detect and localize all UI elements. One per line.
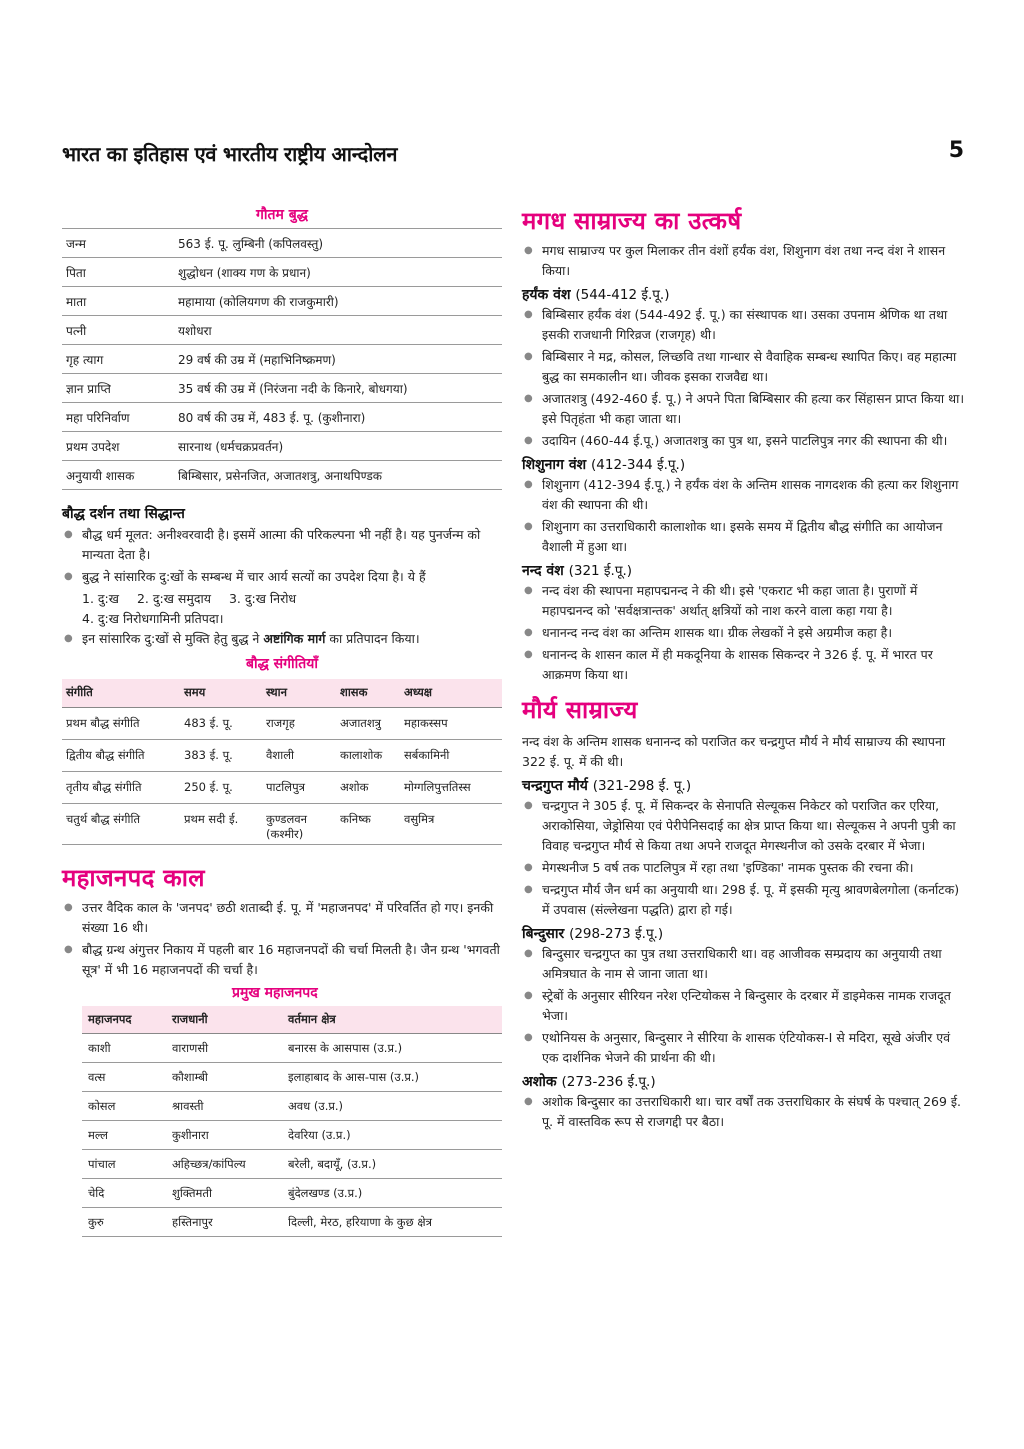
dynasty-years: (321 ई.पू.) — [568, 563, 633, 579]
row-value: शुद्धोधन (शाक्य गण के प्रधान) — [174, 258, 502, 287]
table-row — [62, 707, 502, 739]
table-row — [62, 432, 502, 461]
list-item: ● अशोक बिन्दुसार का उत्तराधिकारी था। चार वर्षों तक उत्तराधिकार के संघर्ष के पश्चात् 269 ई. पू. में वास्तविक रूप से राजगद्दी पर बैठा। — [522, 1092, 966, 1132]
row-key: ज्ञान प्राप्ति — [62, 374, 174, 403]
table-cell: सर्बकामिनी — [400, 739, 502, 771]
dynasty-name: बिन्दुसार — [522, 926, 565, 942]
table-cell: हस्तिनापुर — [166, 1208, 282, 1237]
column-header: अध्यक्ष — [400, 679, 502, 707]
table-header-row — [82, 1006, 502, 1034]
haryanka-heading — [522, 285, 966, 304]
table-cell: चतुर्थ बौद्ध संगीति — [62, 803, 180, 844]
councils-caption: बौद्ध संगीतियाँ — [245, 656, 318, 672]
table-row — [62, 287, 502, 316]
list-item: ● एथोनियस के अनुसार, बिन्दुसार ने सीरिया के शासक एंटियोकस-I से मदिरा, सूखे अंजीर एवं एक दार्शनिक भेजने की प्रार्थना की थी। — [522, 1028, 966, 1068]
list-item: ● बौद्ध ग्रन्थ अंगुत्तर निकाय में पहली बार 16 महाजनपदों की चर्चा मिलती है। जैन ग्रन्थ 'भगवती सूत्र' में भी 16 महाजनपदों की चर्चा है। — [62, 940, 502, 980]
row-key: जन्म — [62, 229, 174, 258]
mahajanapada-list — [62, 898, 502, 980]
magadh-list — [522, 241, 966, 281]
column-header: महाजनपद — [82, 1006, 166, 1034]
row-value: यशोधरा — [174, 316, 502, 345]
left-column — [62, 204, 502, 1237]
table-cell: 383 ई. पू. — [180, 739, 262, 771]
dynasty-years: (298-273 ई.पू.) — [569, 926, 664, 942]
table-cell: 250 ई. पू. — [180, 771, 262, 803]
table-row — [82, 1092, 502, 1121]
row-value: बिम्बिसार, प्रसेनजित, अजातशत्रु, अनाथपिण्डक — [174, 461, 502, 490]
row-key: प्रथम उपदेश — [62, 432, 174, 461]
list-item: ● शिशुनाग का उत्तराधिकारी कालाशोक था। इसके समय में द्वितीय बौद्ध संगीति का आयोजन वैशाली में हुआ था। — [522, 517, 966, 557]
table-cell: कुशीनारा — [166, 1121, 282, 1150]
table-cell: कुण्डलवन (कश्मीर) — [262, 803, 336, 844]
list-item: ● चन्द्रगुप्त ने 305 ई. पू. में सिकन्दर के सेनापति सेल्यूकस निकेटर को पराजित कर एरिया, अराकोसिया, जेड्रोसिया एवं पेरीपेनिसदाई का क्षेत्र प्राप्त किया था। सेल्यूकस ने अपनी पुत्री का विवाह चन्द्रगुप्त मौर्य से किया तथा अपने राजदूत मेगस्थनीज को उसके दरबार में भेजा। — [522, 796, 966, 856]
table-cell: शुक्तिमती — [166, 1179, 282, 1208]
table-cell: श्रावस्ती — [166, 1092, 282, 1121]
row-key: अनुयायी शासक — [62, 461, 174, 490]
philosophy-list-2 — [62, 629, 502, 649]
list-item: ● मगध साम्राज्य पर कुल मिलाकर तीन वंशों हर्यंक वंश, शिशुनाग वंश तथा नन्द वंश ने शासन किया। — [522, 241, 966, 281]
table-cell: अजातशत्रु — [336, 707, 400, 739]
column-header: स्थान — [262, 679, 336, 707]
eightfold-path: अष्टांगिक मार्ग — [263, 631, 326, 646]
ashoka-list — [522, 1092, 966, 1132]
buddha-table-caption: गौतम बुद्ध — [256, 207, 308, 223]
row-value: महामाया (कोलियगण की राजकुमारी) — [174, 287, 502, 316]
table-row — [82, 1063, 502, 1092]
four-noble-truths — [62, 589, 502, 629]
table-cell: पांचाल — [82, 1150, 166, 1179]
table-cell: कोसल — [82, 1092, 166, 1121]
table-row — [82, 1179, 502, 1208]
table-cell: वत्स — [82, 1063, 166, 1092]
table-row — [82, 1034, 502, 1063]
row-key: माता — [62, 287, 174, 316]
page-header — [62, 138, 964, 178]
table-cell: वैशाली — [262, 739, 336, 771]
table-row — [82, 1208, 502, 1237]
list-item: ● बिम्बिसार ने मद्र, कोसल, लिच्छवि तथा गान्धार से वैवाहिक सम्बन्ध स्थापित किए। वह महात्मा बुद्ध का समकालीन था। जीवक इसका राजवैद्य था। — [522, 347, 966, 387]
dynasty-years: (544-412 ई.पू.) — [575, 287, 670, 303]
column-header: संगीति — [62, 679, 180, 707]
shishunaga-heading — [522, 455, 966, 474]
table-cell: पाटलिपुत्र — [262, 771, 336, 803]
table-header-row — [62, 679, 502, 707]
table-row — [62, 403, 502, 432]
table-row — [62, 345, 502, 374]
councils-table — [62, 679, 502, 845]
dynasty-name: चन्द्रगुप्त मौर्य — [522, 778, 588, 794]
list-item: ● धनानन्द नन्द वंश का अन्तिम शासक था। ग्रीक लेखकों ने इसे अग्रमीज कहा है। — [522, 623, 966, 643]
list-item: ● मेगस्थनीज 5 वर्ष तक पाटलिपुत्र में रहा तथा 'इण्डिका' नामक पुस्तक की रचना की। — [522, 858, 966, 878]
list-item: ● शिशुनाग (412-394 ई.पू.) ने हर्यंक वंश के अन्तिम शासक नागदशक की हत्या कर शिशुनाग वंश की स्थापना की थी। — [522, 475, 966, 515]
list-item: ● नन्द वंश की स्थापना महापद्मनन्द ने की थी। इसे 'एकराट भी कहा जाता है। पुराणों में महापद्मनन्द को 'सर्वक्षत्रान्तक' अर्थात् क्षत्रियों को नाश करने वाला कहा गया है। — [522, 581, 966, 621]
list-item: ● स्ट्रेबों के अनुसार सीरियन नरेश एन्टियोकस ने बिन्दुसार के दरबार में डाइमेकस नामक राजदूत भेजा। — [522, 986, 966, 1026]
table-row — [62, 739, 502, 771]
chandragupta-heading — [522, 776, 966, 795]
table-cell: अशोक — [336, 771, 400, 803]
maurya-intro: नन्द वंश के अन्तिम शासक धनानन्द को पराजित कर चन्द्रगुप्त मौर्य ने मौर्य साम्राज्य की स्थापना 322 ई. पू. में की थी। — [522, 734, 946, 769]
row-value: 35 वर्ष की उम्र में (निरंजना नदी के किनारे, बोधगया) — [174, 374, 502, 403]
page-number: 5 — [948, 138, 964, 163]
dynasty-name: शिशुनाग वंश — [522, 457, 587, 473]
table-row — [82, 1150, 502, 1179]
dynasty-years: (273-236 ई.पू.) — [561, 1074, 656, 1090]
table-cell: कालाशोक — [336, 739, 400, 771]
maurya-title: मौर्य साम्राज्य — [522, 695, 638, 724]
table-cell: इलाहाबाद के आस-पास (उ.प्र.) — [282, 1063, 502, 1092]
list-item: ● चन्द्रगुप्त मौर्य जैन धर्म का अनुयायी था। 298 ई. पू. में इसकी मृत्यु श्रावणबेलगोला (कर्नाटक) में उपवास (संल्लेखना पद्धति) द्वारा हो गई। — [522, 880, 966, 920]
dynasty-name: हर्यंक वंश — [522, 287, 571, 303]
ashoka-heading — [522, 1072, 966, 1091]
row-value: 80 वर्ष की उम्र में, 483 ई. पू. (कुशीनारा) — [174, 403, 502, 432]
table-cell: कुरु — [82, 1208, 166, 1237]
table-cell: कौशाम्बी — [166, 1063, 282, 1092]
column-header: राजधानी — [166, 1006, 282, 1034]
table-cell: बुंदेलखण्ड (उ.प्र.) — [282, 1179, 502, 1208]
table-row — [62, 461, 502, 490]
column-header: समय — [180, 679, 262, 707]
row-key: पिता — [62, 258, 174, 287]
list-item — [62, 629, 502, 649]
shishunaga-list — [522, 475, 966, 557]
row-key: महा परिनिर्वाण — [62, 403, 174, 432]
philosophy-heading: बौद्ध दर्शन तथा सिद्धान्त — [62, 506, 185, 522]
table-cell: राजगृह — [262, 707, 336, 739]
table-row — [62, 374, 502, 403]
table-cell: 483 ई. पू. — [180, 707, 262, 739]
table-cell: बरेली, बदायूँ, (उ.प्र.) — [282, 1150, 502, 1179]
list-item-text: बुद्ध ने सांसारिक दु:खों के सम्बन्ध में चार आर्य सत्यों का उपदेश दिया है। ये हैं — [82, 569, 426, 584]
list-item — [62, 567, 502, 587]
bindusara-heading — [522, 924, 966, 943]
table-cell: मल्ल — [82, 1121, 166, 1150]
row-key: पत्नी — [62, 316, 174, 345]
row-key: गृह त्याग — [62, 345, 174, 374]
row-value: 563 ई. पू. लुम्बिनी (कपिलवस्तु) — [174, 229, 502, 258]
table-row — [82, 1121, 502, 1150]
dynasty-name: नन्द वंश — [522, 563, 564, 579]
table-row — [62, 258, 502, 287]
table-cell: देवरिया (उ.प्र.) — [282, 1121, 502, 1150]
list-item: ● धनानन्द के शासन काल में ही मकदूनिया के शासक सिकन्दर ने 326 ई. पू. में भारत पर आक्रमण किया था। — [522, 645, 966, 685]
list-item: ● बिम्बिसार हर्यंक वंश (544-492 ई. पू.) का संस्थापक था। उसका उपनाम श्रेणिक था तथा इसकी राजधानी गिरिव्रज (राजगृह) थी। — [522, 305, 966, 345]
nanda-heading — [522, 561, 966, 580]
table-cell: द्वितीय बौद्ध संगीति — [62, 739, 180, 771]
list-item: ● उत्तर वैदिक काल के 'जनपद' छठी शताब्दी ई. पू. में 'महाजनपद' में परिवर्तित हो गए। इनकी संख्या 16 थी। — [62, 898, 502, 938]
table-row — [62, 803, 502, 844]
table-row — [62, 771, 502, 803]
nanda-list — [522, 581, 966, 685]
philosophy-list — [62, 525, 502, 587]
bindusara-list — [522, 944, 966, 1068]
dynasty-years: (321-298 ई. पू.) — [592, 778, 692, 794]
table-cell: काशी — [82, 1034, 166, 1063]
mahajanapada-table-caption: प्रमुख महाजनपद — [232, 984, 318, 1001]
table-cell: कनिष्क — [336, 803, 400, 844]
table-cell: मोग्गलिपुत्ततिस्स — [400, 771, 502, 803]
table-cell: चेदि — [82, 1179, 166, 1208]
truth-item: 1. दु:ख — [82, 591, 119, 606]
list-item: ● बौद्ध धर्म मूलत: अनीश्वरवादी है। इसमें आत्मा की परिकल्पना भी नहीं है। यह पुनर्जन्म को मान्यता देता है। — [62, 525, 502, 565]
table-row — [62, 229, 502, 258]
truth-item: 2. दु:ख समुदाय — [136, 591, 211, 606]
table-cell: दिल्ली, मेरठ, हरियाणा के कुछ क्षेत्र — [282, 1208, 502, 1237]
book-title: भारत का इतिहास एवं भारतीय राष्ट्रीय आन्दोलन — [62, 142, 398, 166]
truth-item: 3. दु:ख निरोध — [228, 591, 297, 606]
mahajanapada-title: महाजनपद काल — [62, 862, 205, 892]
dynasty-years: (412-344 ई.पू.) — [591, 457, 686, 473]
table-cell: तृतीय बौद्ध संगीति — [62, 771, 180, 803]
table-cell: अवध (उ.प्र.) — [282, 1092, 502, 1121]
dynasty-name: अशोक — [522, 1074, 557, 1090]
list-item: ● अजातशत्रु (492-460 ई. पू.) ने अपने पिता बिम्बिसार की हत्या कर सिंहासन प्राप्त किया था। इसे पितृहंता भी कहा जाता था। — [522, 389, 966, 429]
buddha-table — [62, 228, 502, 490]
mahajanapada-table — [82, 1006, 502, 1238]
column-header: शासक — [336, 679, 400, 707]
chandragupta-list — [522, 796, 966, 920]
list-item: ● उदायिन (460-44 ई.पू.) अजातशत्रु का पुत्र था, इसने पाटलिपुत्र नगर की स्थापना की थी। — [522, 431, 966, 451]
truth-item: 4. दु:ख निरोधगामिनी प्रतिपदा। — [82, 611, 224, 626]
right-column — [522, 204, 966, 1134]
list-text: का प्रतिपादन किया। — [325, 631, 420, 646]
magadh-title: मगध साम्राज्य का उत्कर्ष — [522, 206, 742, 235]
row-value: सारनाथ (धर्मचक्रप्रवर्तन) — [174, 432, 502, 461]
table-cell: वसुमित्र — [400, 803, 502, 844]
haryanka-list — [522, 305, 966, 451]
table-row — [62, 316, 502, 345]
table-cell: अहिच्छत्र/कांपिल्य — [166, 1150, 282, 1179]
table-cell: प्रथम बौद्ध संगीति — [62, 707, 180, 739]
row-value: 29 वर्ष की उम्र में (महाभिनिष्क्रमण) — [174, 345, 502, 374]
table-cell: महाकस्सप — [400, 707, 502, 739]
table-cell: वाराणसी — [166, 1034, 282, 1063]
table-cell: बनारस के आसपास (उ.प्र.) — [282, 1034, 502, 1063]
list-item: ● बिन्दुसार चन्द्रगुप्त का पुत्र तथा उत्तराधिकारी था। वह आजीवक सम्प्रदाय का अनुयायी तथा अमित्रघात के नाम से जाना जाता था। — [522, 944, 966, 984]
table-cell: प्रथम सदी ई. — [180, 803, 262, 844]
column-header: वर्तमान क्षेत्र — [282, 1006, 502, 1034]
list-text: इन सांसारिक दु:खों से मुक्ति हेतु बुद्ध ने — [82, 631, 264, 646]
